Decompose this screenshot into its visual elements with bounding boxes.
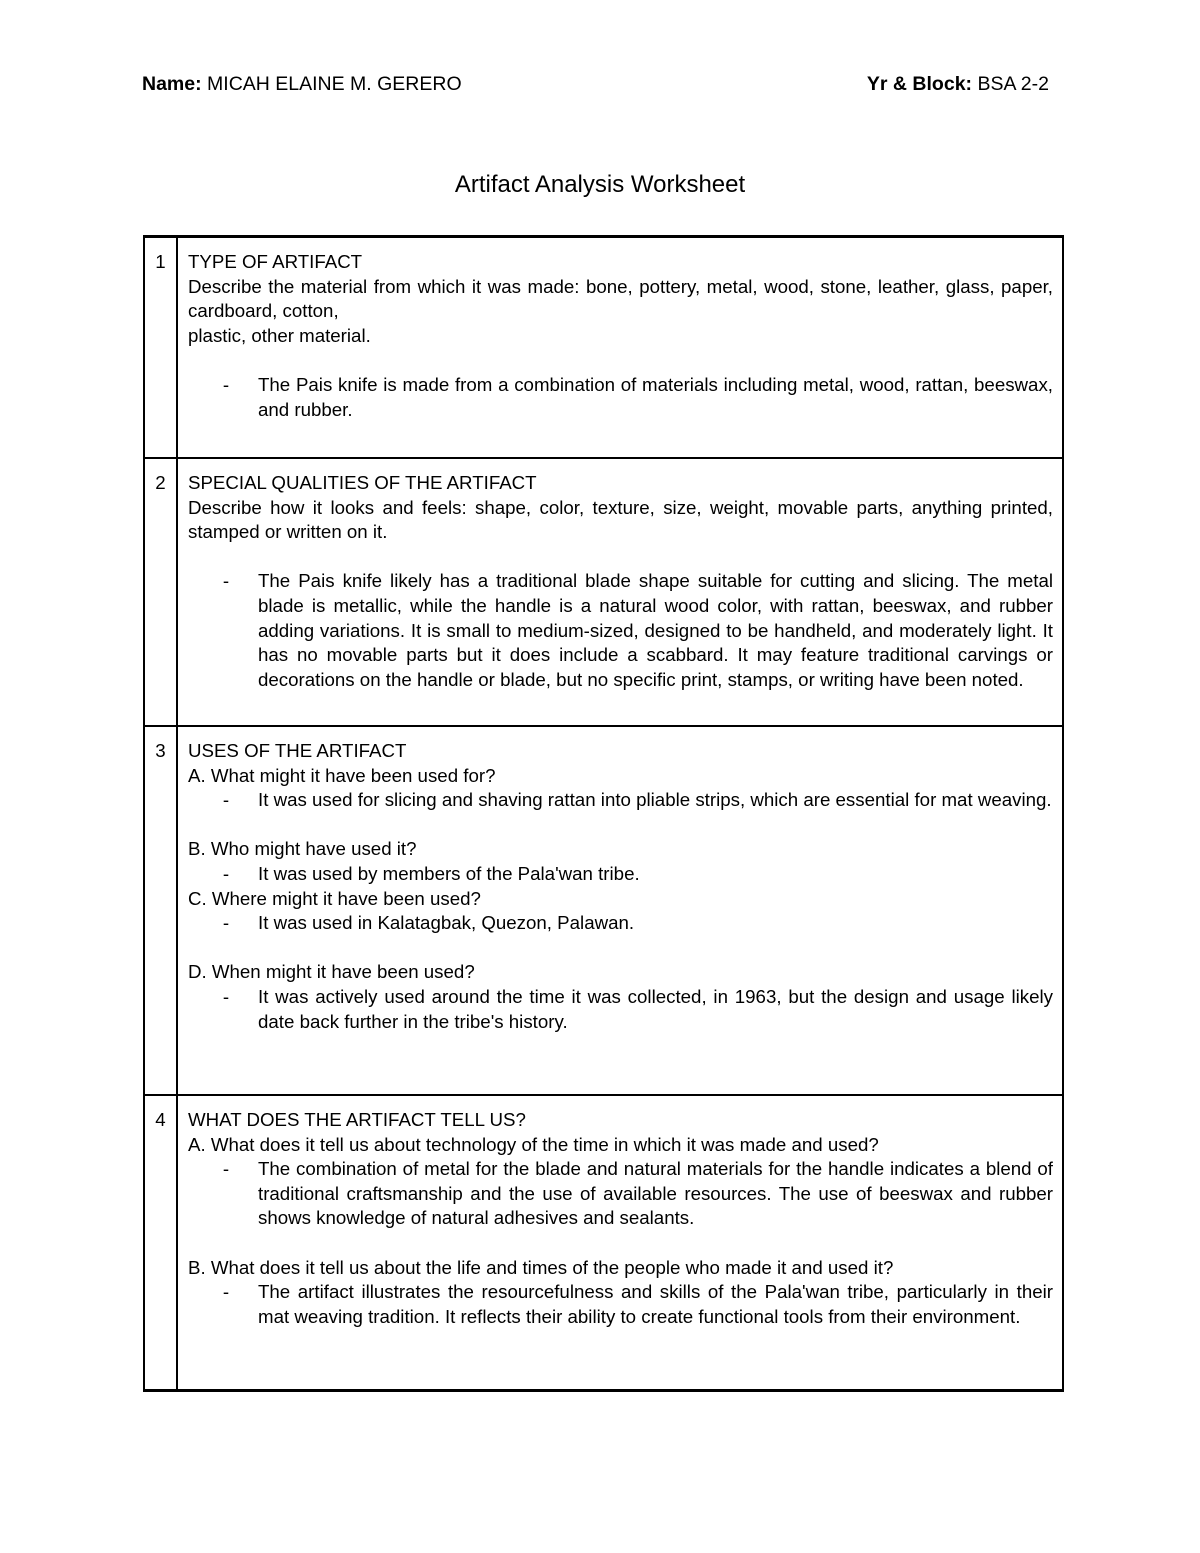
prompt-text: D. When might it have been used? xyxy=(188,961,475,983)
row-content xyxy=(178,727,1062,1094)
answer-bullet xyxy=(188,1157,1053,1231)
spacer xyxy=(188,813,1053,838)
dash-bullet-icon: - xyxy=(222,985,230,1007)
section-heading: WHAT DOES THE ARTIFACT TELL US? xyxy=(188,1109,526,1130)
table-row xyxy=(145,1096,1062,1392)
answer-bullet xyxy=(188,1280,1053,1329)
prompt-text: B. What does it tell us about the life and times of the people who made it and used it? xyxy=(188,1256,894,1278)
page-title: Artifact Analysis Worksheet xyxy=(454,171,746,198)
prompt-text: A. What might it have been used for? xyxy=(188,764,496,786)
answer-text: It was used in Kalatagbak, Quezon, Palawan. xyxy=(258,912,635,934)
prompt-text: plastic, other material. xyxy=(188,324,371,346)
prompt-text: Describe the material from which it was made: bone, pottery, metal, wood, stone, leather, glass, paper, cardboard, cotton, xyxy=(188,275,1053,322)
dash-bullet-icon: - xyxy=(222,789,230,811)
block-label: Yr & Block: xyxy=(866,73,973,95)
section-heading: TYPE OF ARTIFACT xyxy=(188,251,363,272)
answer-bullet xyxy=(188,373,1053,422)
row-number: 1 xyxy=(145,238,178,457)
spacer xyxy=(188,545,1053,570)
answer-bullet xyxy=(188,911,1053,936)
name-label: Name: xyxy=(142,73,202,95)
dash-bullet-icon: - xyxy=(222,570,230,592)
year-block xyxy=(867,73,1049,96)
row-content xyxy=(178,459,1062,725)
section-heading: SPECIAL QUALITIES OF THE ARTIFACT xyxy=(188,472,537,493)
answer-text: The artifact illustrates the resourcefulness and skills of the Pala'wan tribe, particularly in their mat weaving tradition. It reflects their ability to create functional tools from their environment. xyxy=(258,1281,1053,1327)
answer-text: The Pais knife is made from a combination of materials including metal, wood, rattan, beeswax, and rubber. xyxy=(258,373,1053,420)
student-name xyxy=(142,73,462,96)
block-value: BSA 2-2 xyxy=(972,73,1049,95)
prompt-text: C. Where might it have been used? xyxy=(188,887,481,909)
dash-bullet-icon: - xyxy=(222,912,230,934)
section-heading: USES OF THE ARTIFACT xyxy=(188,740,407,761)
row-number: 3 xyxy=(145,727,178,1094)
spacer xyxy=(188,936,1053,961)
prompt-text: B. Who might have used it? xyxy=(188,838,417,860)
answer-bullet xyxy=(188,862,1053,887)
answer-text: It was used for slicing and shaving rattan into pliable strips, which are essential for mat weaving. xyxy=(258,789,1052,811)
answer-text: It was actively used around the time it was collected, in 1963, but the design and usage likely date back further in the tribe's history. xyxy=(258,985,1053,1032)
answer-bullet xyxy=(188,569,1053,692)
worksheet-table xyxy=(143,235,1064,1392)
answer-bullet xyxy=(188,985,1053,1034)
table-row xyxy=(145,238,1062,459)
table-row xyxy=(145,727,1062,1096)
prompt-text: Describe how it looks and feels: shape, color, texture, size, weight, movable parts, anything printed, stamped or written on it. xyxy=(188,496,1053,543)
row-number: 4 xyxy=(145,1096,178,1389)
dash-bullet-icon: - xyxy=(222,1281,230,1303)
answer-text: It was used by members of the Pala'wan tribe. xyxy=(258,862,640,884)
spacer xyxy=(188,1231,1053,1256)
name-value: MICAH ELAINE M. GERERO xyxy=(201,73,462,95)
spacer xyxy=(188,348,1053,373)
answer-text: The combination of metal for the blade and natural materials for the handle indicates a blend of traditional craftsmanship and the use of available resources. The use of beeswax and rubber shows knowledge of natural adhesives and sealants. xyxy=(258,1158,1053,1229)
dash-bullet-icon: - xyxy=(222,373,230,395)
prompt-text: A. What does it tell us about technology of the time in which it was made and used? xyxy=(188,1133,879,1155)
row-content xyxy=(178,1096,1062,1389)
answer-text: The Pais knife likely has a traditional blade shape suitable for cutting and slicing. The metal blade is metallic, while the handle is a natural wood color, with rattan, beeswax, and rubber adding variations. It is small to medium-sized, designed to be handheld, and moderately light. It has no movable parts but it does include a scabbard. It may feature traditional carvings or decorations on the handle or blade, but no specific print, stamps, or writing have been noted. xyxy=(258,570,1053,690)
dash-bullet-icon: - xyxy=(222,862,230,884)
table-row xyxy=(145,459,1062,727)
row-number: 2 xyxy=(145,459,178,725)
answer-bullet xyxy=(188,788,1053,813)
row-content xyxy=(178,238,1062,457)
dash-bullet-icon: - xyxy=(222,1158,230,1180)
